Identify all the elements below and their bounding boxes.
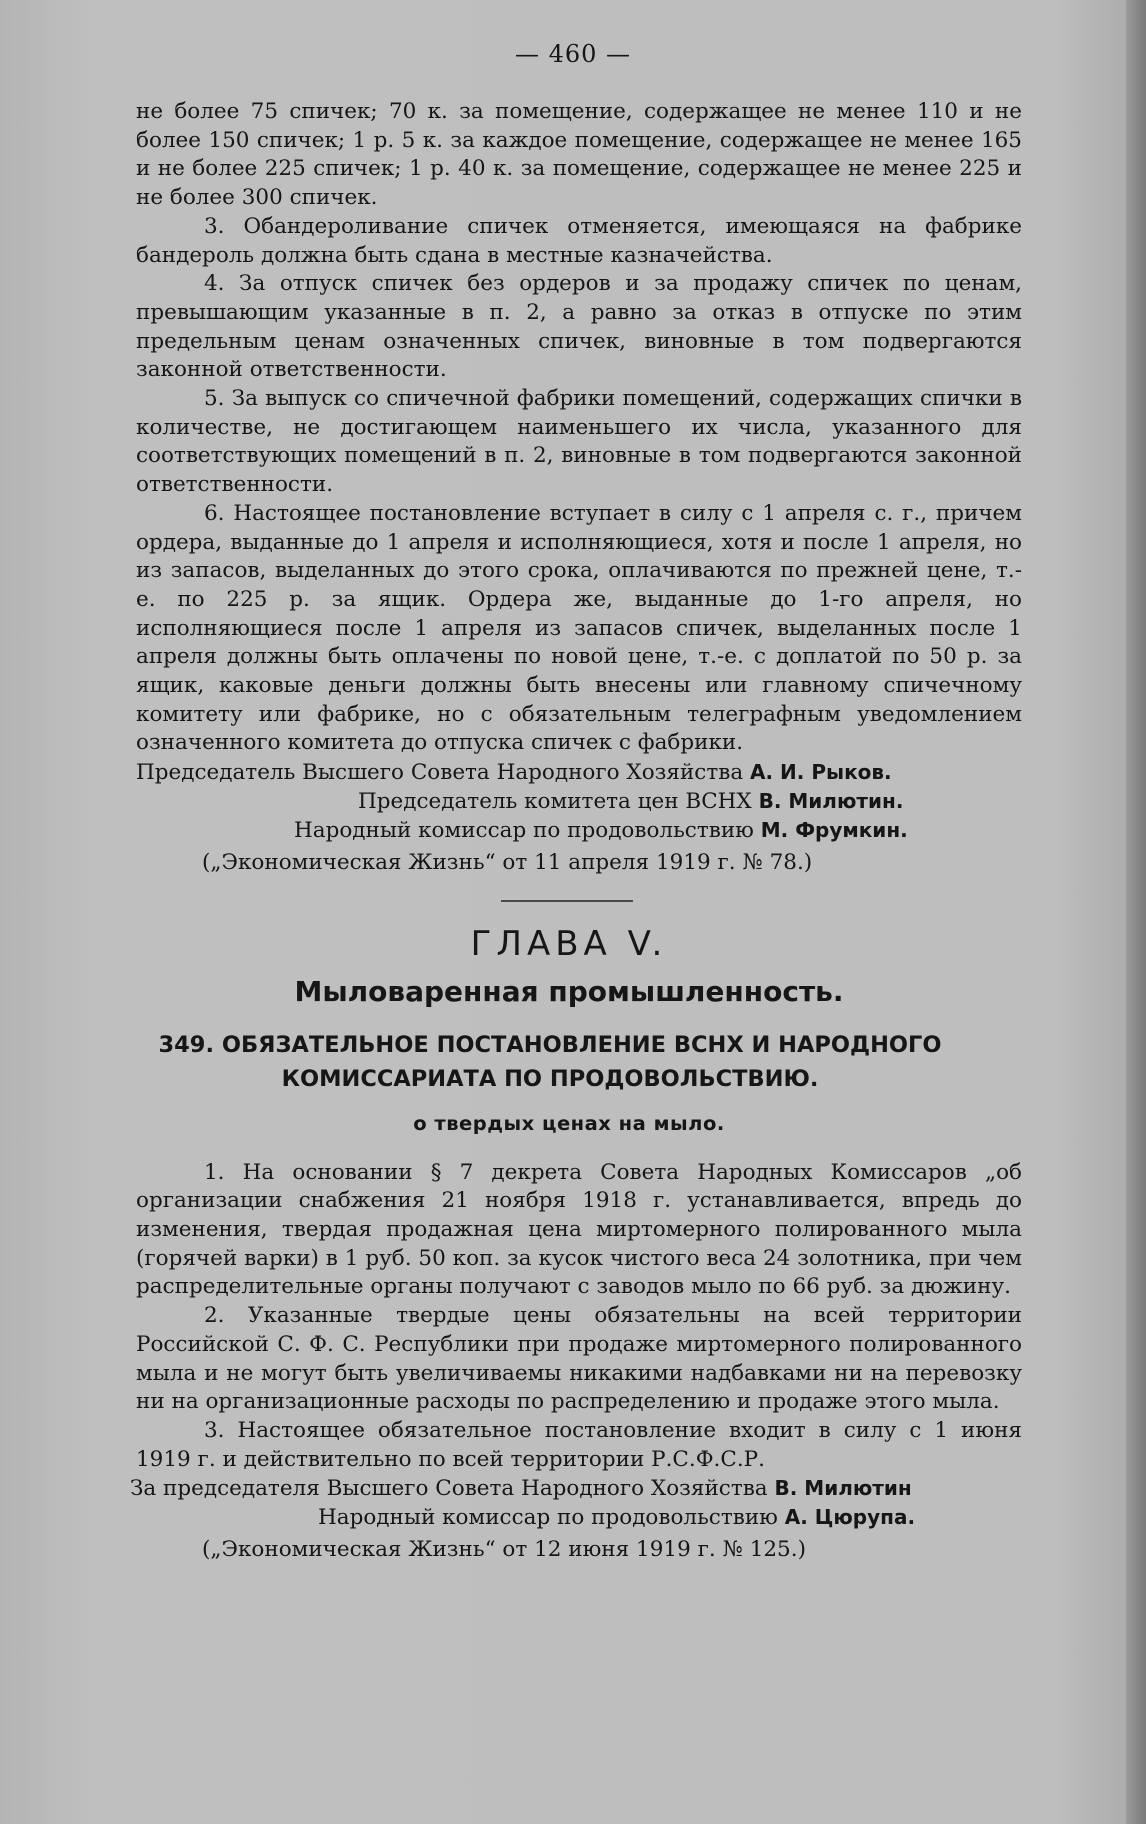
signature-name: М. Фрумкин.: [760, 818, 908, 843]
signature-role: Председатель Высшего Совета Народного Хозяйства: [136, 760, 744, 786]
signature-line: [136, 1503, 1022, 1532]
signature-line: [136, 816, 1022, 845]
paragraph: 2. Указанные твердые цены обязательны на всей территории Российской С. Ф. С. Республики при продаже миртомерного полированного мыла и не могут быть увеличиваемы никакими надбавками ни на перевозку ни на организационные расходы по распределению и продаже этого мыла.: [136, 1303, 1022, 1415]
spacer: [136, 1139, 1022, 1159]
signature-name: А. Цюрупа.: [784, 1505, 916, 1530]
chapter-heading: ГЛАВА V.: [470, 923, 668, 964]
signature-role: Народный комиссар по продовольствию: [294, 818, 754, 844]
paragraph: 3. Настоящее обязательное постановление входит в силу с 1 июня 1919 г. и действительно по всей территории Р.С.Ф.С.Р.: [136, 1417, 1022, 1472]
paragraph: 6. Настоящее постановление вступает в силу с 1 апреля с. г., причем ордера, выданные до 1 апреля и исполняющиеся, хотя и после 1 апреля, но из запасов, выделанных до этого срока, оплачиваются по прежней цене, т.-е. по 225 р. за ящик. Ордера же, выданные до 1-го апреля, но исполняющиеся после 1 апреля из запасов спичек, выделанных после 1 апреля должны быть оплачены по новой цене, т.-е. с доплатой по 50 р. за ящик, каковые деньги должны быть внесены или главному спичечному комитету или фабрике, но с обязательным телеграфным уведомлением означенного комитета до отпуска спичек с фабрики.: [136, 500, 1022, 756]
signature-line: [136, 758, 1022, 787]
section-divider: [501, 900, 633, 902]
source-citation: („Экономическая Жизнь“ от 12 июня 1919 г. № 125.): [202, 1537, 806, 1563]
paragraph: 3. Обандероливание спичек отменяется, имеющаяся на фабрике бандероль должна быть сдана в местные казначейства.: [136, 213, 1022, 268]
signature-name: В. Милютин.: [758, 789, 904, 814]
chapter-title: Мыловаренная промышленность.: [294, 974, 844, 1008]
signature-role: Народный комиссар по продовольствию: [318, 1505, 778, 1531]
page-number: — 460 —: [514, 40, 632, 68]
signature-name: В. Милютин: [774, 1476, 912, 1501]
signature-role: За председателя Высшего Совета Народного Хозяйства: [130, 1476, 768, 1502]
paragraph: 1. На основании § 7 декрета Совета Народных Комиссаров „об организации снабжения 21 ноября 1918 г. устанавливается, впредь до изменения, твердая продажная цена миртомерного полированного мыла (горячей варки) в 1 руб. 50 коп. за кусок чистого веса 24 золотника, при чем распределительные органы получают с заводов мыло по 66 руб. за дюжину.: [136, 1159, 1022, 1300]
signature-role: Председатель комитета цен ВСНХ: [358, 789, 752, 815]
decree-subtitle: о твердых ценах на мыло.: [413, 1111, 725, 1135]
page-edge-shadow: [1126, 0, 1146, 1824]
signature-line: [136, 787, 1022, 816]
signature-line: [130, 1474, 1022, 1503]
decree-title: 349. ОБЯЗАТЕЛЬНОЕ ПОСТАНОВЛЕНИЕ ВСНХ И НАРОДНОГО КОМИССАРИАТА ПО ПРОДОВОЛЬСТВИЮ.: [158, 1031, 942, 1092]
signature-name: А. И. Рыков.: [750, 760, 892, 785]
page-body: [130, 98, 1022, 1565]
paragraph: 5. За выпуск со спичечной фабрики помещений, содержащих спички в количестве, не достигающем наименьшего их числа, указанного для соответствующих помещений в п. 2, виновные в том подвергаются законной ответственности.: [136, 386, 1022, 498]
paragraph: не более 75 спичек; 70 к. за помещение, содержащее не менее 110 и не более 150 спичек; 1 р. 5 к. за каждое помещение, содержащее не менее 165 и не более 225 спичек; 1 р. 40 к. за помещение, содержащее не менее 225 и не более 300 спичек.: [136, 99, 1022, 211]
source-citation: („Экономическая Жизнь“ от 11 апреля 1919 г. № 78.): [202, 850, 813, 876]
paragraph: 4. За отпуск спичек без ордеров и за продажу спичек по ценам, превышающим указанные в п. 2, а равно за отказ в отпуске по этим предельным ценам означенных спичек, виновные в том подвергаются законной ответственности.: [136, 271, 1022, 383]
